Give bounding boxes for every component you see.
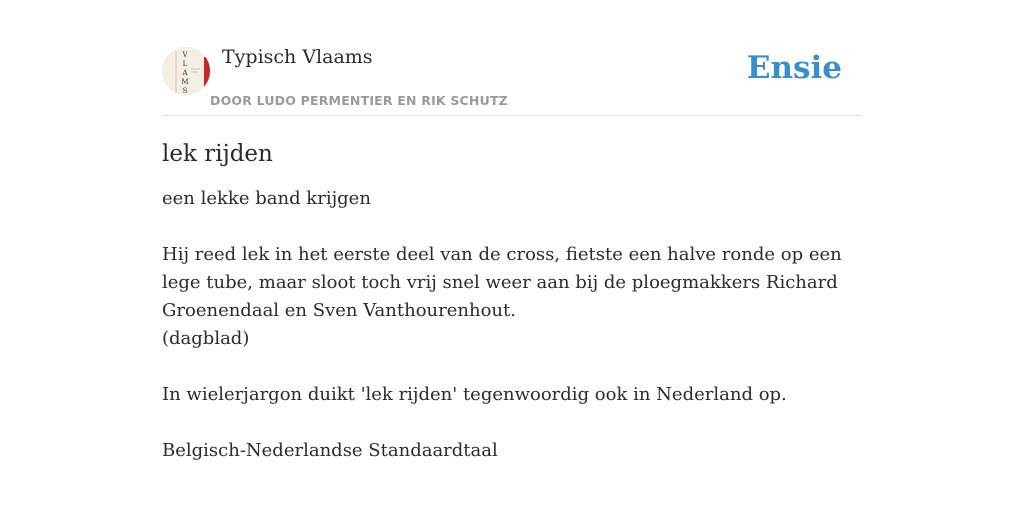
- entry-note: In wielerjargon duikt 'lek rijden' tegenwoordig ook in Nederland op.: [162, 384, 787, 405]
- entry-example-block: [162, 241, 862, 353]
- svg-text:M: M: [181, 78, 189, 86]
- entry-category: Belgisch-Nederlandse Standaardtaal: [162, 440, 498, 461]
- book-cover-icon: [162, 47, 210, 95]
- entry-card: [162, 40, 862, 493]
- entry-header: [162, 40, 862, 116]
- entry-body: [162, 185, 862, 465]
- svg-text:L: L: [182, 60, 188, 68]
- book-title[interactable]: Typisch Vlaams: [222, 46, 373, 68]
- entry-example: Hij reed lek in het eerste deel van de cross, fietste een halve ronde op een lege tube, maar sloot toch vrij snel weer aan bij de ploegmakkers Richard Groenendaal en Sven Vanthourenhout.: [162, 244, 842, 321]
- svg-text:A: A: [182, 69, 188, 77]
- entry-definition: een lekke band krijgen: [162, 188, 371, 209]
- entry-term: lek rijden: [162, 141, 273, 167]
- svg-text:V: V: [182, 51, 188, 59]
- brand-logo-link[interactable]: Ensie: [746, 50, 842, 86]
- svg-text:S: S: [182, 87, 188, 95]
- entry-example-source: (dagblad): [162, 328, 250, 349]
- book-authors: DOOR LUDO PERMENTIER EN RIK SCHUTZ: [210, 93, 508, 108]
